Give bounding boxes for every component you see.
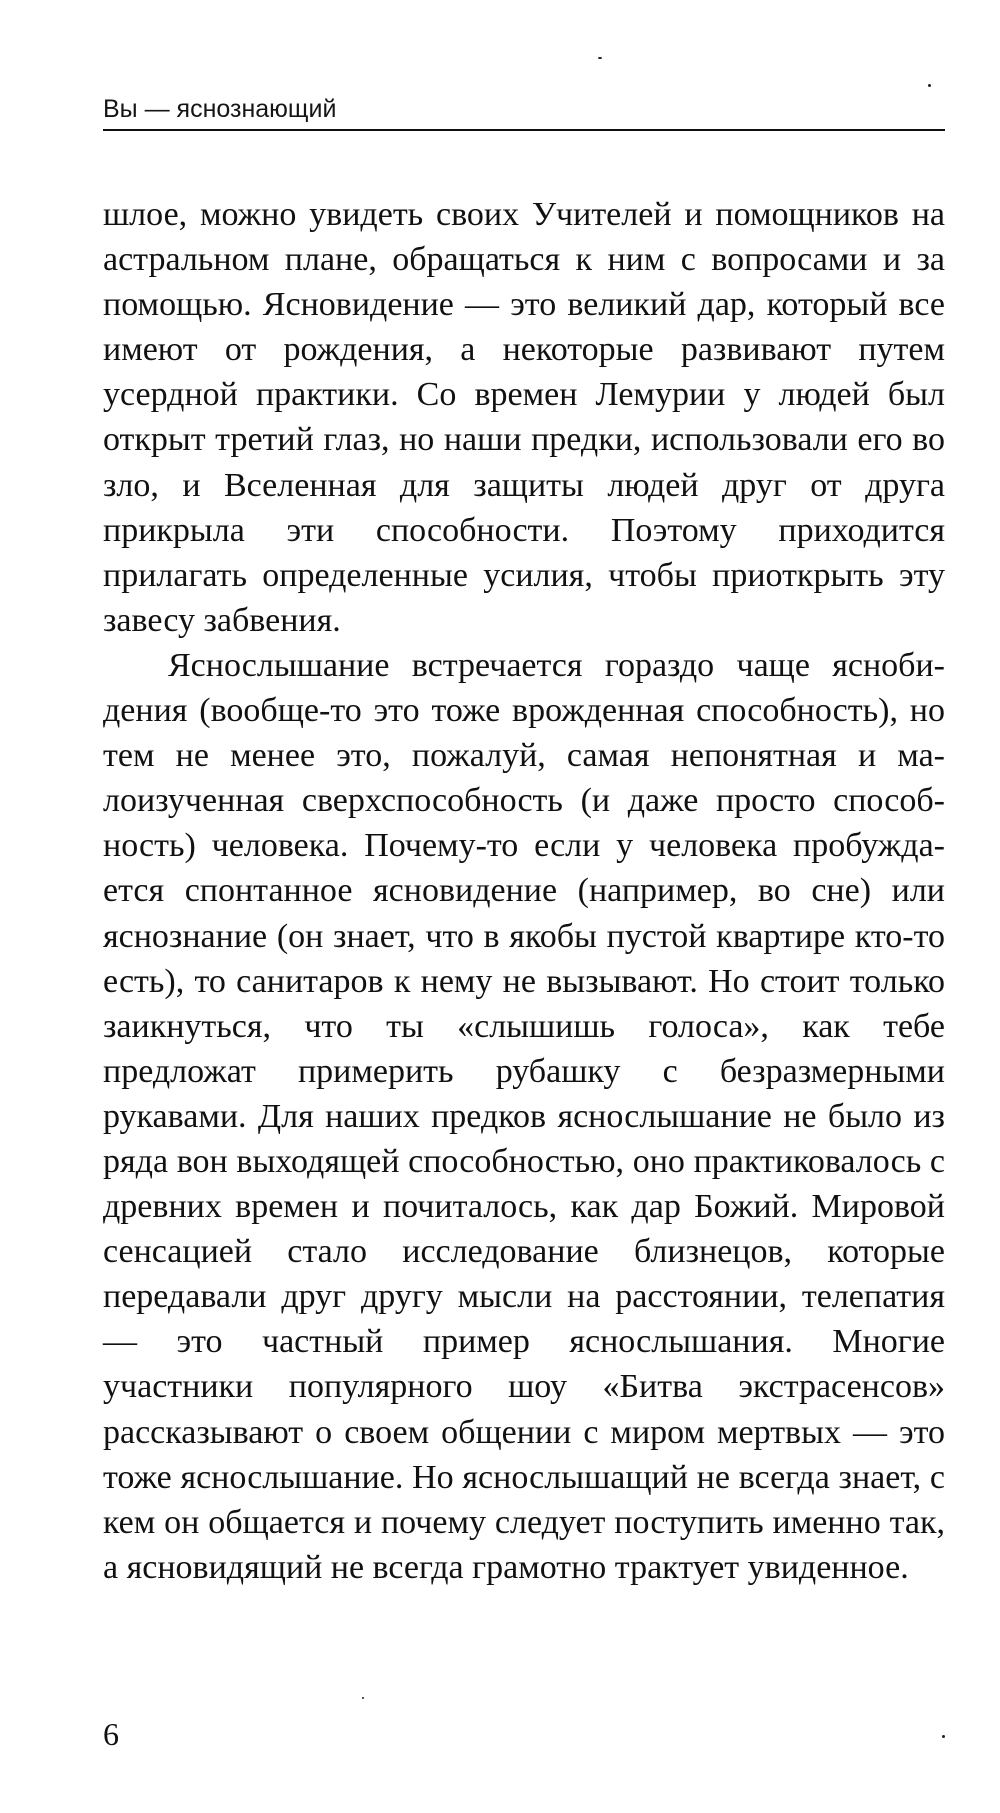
paragraph-2: Яснослышание встречается гораздо чаще яснобидения (вообще-то это тоже врожденная способность), но тем не менее это, пожалуй, самая непонятная и малоизученная сверхспособность (и даже просто способность) человека. Почему-то если у человека пробуждается спонтанное ясновидение (например, во сне) или яснознание (он знает, что в якобы пустой квартире кто-то есть), то санитаров к нему не вызывают. Но стоит только заикнуться, что ты «слышишь голоса», как тебе предложат примерить рубашку с безразмерными рукавами. Для наших предков яснослышание не было из ряда вон выходящей способностью, оно практиковалось с древних времен и почиталось, как дар Божий. Мировой сенсацией стало исследование близнецов, которые передавали друг другу мысли на расстоянии, телепатия — это частный пример яснослышания. Многие участники популярного шоу «Битва экстрасенсов» рассказывают о своем общении с миром мертвых — это тоже яснослышание. Но яснослышащий не всегда знает, с кем он общается и почему следует поступить именно так, а ясновидящий не всегда грамотно трактует увиденное. bbox=[103, 646, 945, 1586]
running-header: Вы — яснознающий bbox=[103, 95, 337, 123]
scan-speck bbox=[362, 1697, 364, 1699]
scan-speck bbox=[942, 1735, 945, 1738]
header-rule bbox=[103, 129, 945, 131]
scan-speck bbox=[598, 57, 602, 59]
body-text bbox=[103, 192, 945, 1590]
page-number: 6 bbox=[103, 1716, 119, 1752]
scan-speck bbox=[928, 84, 931, 87]
paragraph-1: шлое, можно увидеть своих Учителей и помощников на астральном плане, обращаться к ним с вопросами и за помощью. Ясновидение — это великий дар, который все имеют от рождения, а некоторые развивают путем усердной практики. Со времен Лемурии у людей был открыт третий глаз, но наши предки, использовали его во зло, и Вселенная для защиты людей друг от друга прикрыла эти способности. Поэтому приходится прилагать определенные усилия, чтобы приоткрыть эту завесу забвения. bbox=[103, 196, 945, 639]
